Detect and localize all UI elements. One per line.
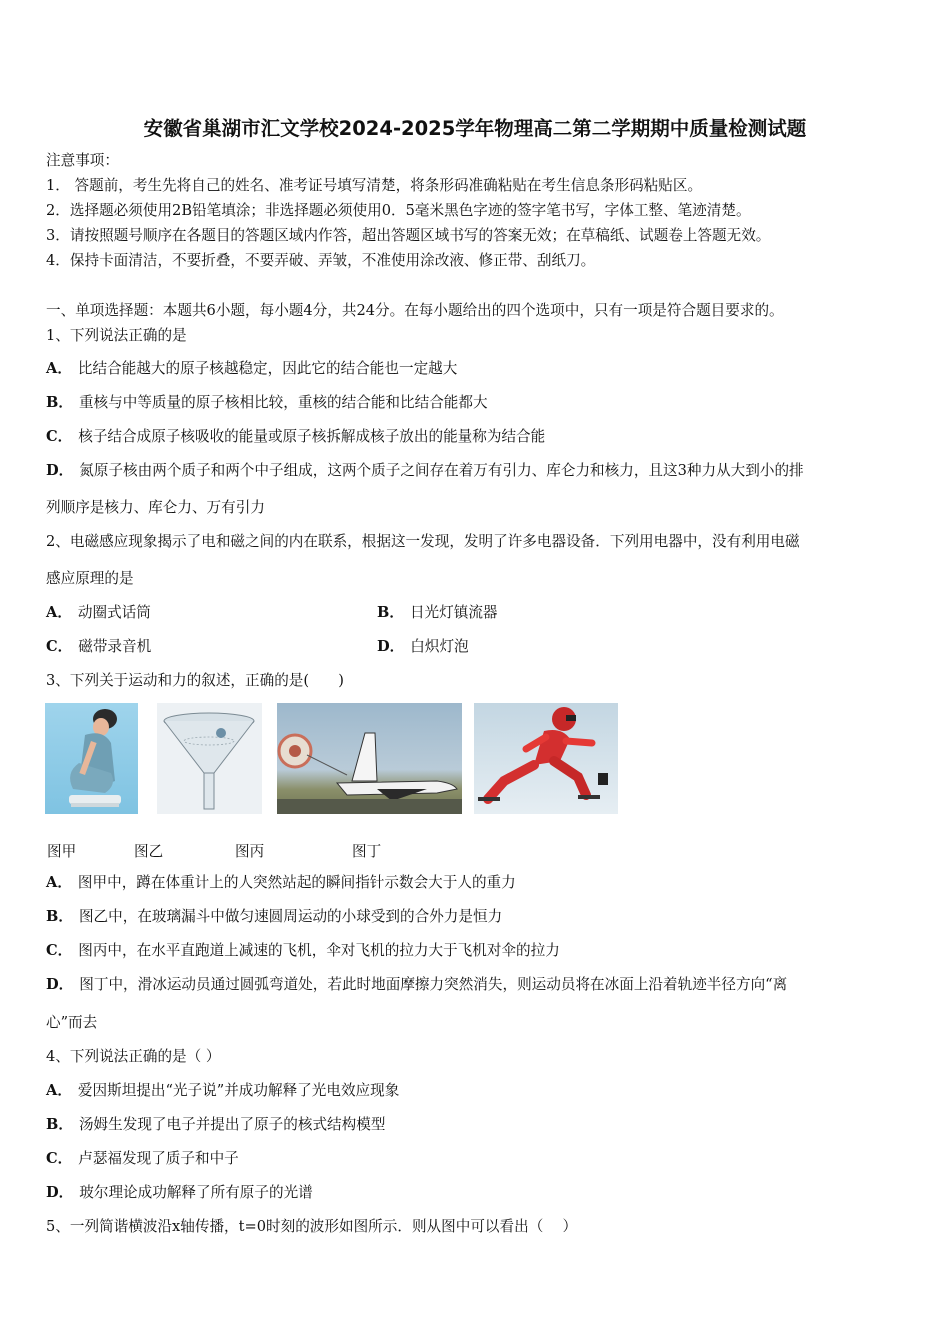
question-1-option-c (46, 427, 545, 447)
question-2-option-c (46, 637, 151, 657)
option-text: 动圈式话筒 (77, 604, 151, 621)
question-4-option-d (46, 1183, 313, 1203)
option-text: 氮原子核由两个质子和两个中子组成，这两个质子之间存在着万有引力、库仑力和核力，且这3种力从大到小的排 (79, 462, 804, 479)
option-label: A． (46, 1082, 72, 1099)
question-3-option-b (46, 907, 502, 927)
question-2-option-a (46, 603, 151, 623)
option-label: C． (46, 638, 73, 655)
option-text: 卢瑟福发现了质子和中子 (78, 1150, 239, 1167)
option-text: 核子结合成原子核吸收的能量或原子核拆解成核子放出的能量称为结合能 (78, 428, 546, 445)
question-1-option-d-cont: 列顺序是核力、库仑力、万有引力 (46, 499, 265, 516)
question-3-option-a (46, 873, 516, 893)
question-2-option-d (377, 637, 469, 657)
question-3-stem: 3、下列关于运动和力的叙述，正确的是( ) (46, 672, 344, 689)
question-1-option-b (46, 393, 488, 413)
figure-caption-bing: 图丙 (235, 843, 265, 860)
option-label: A． (46, 874, 72, 891)
figure-ding-image (474, 703, 618, 814)
notice-item: 4．保持卡面清洁，不要折叠，不要弄破、弄皱，不准使用涂改液、修正带、刮纸刀。 (46, 252, 596, 269)
option-text: 图甲中，蹲在体重计上的人突然站起的瞬间指针示数会大于人的重力 (77, 874, 516, 891)
speed-skater-illustration (474, 703, 618, 814)
question-2-stem: 2、电磁感应现象揭示了电和磁之间的内在联系，根据这一发现，发明了许多电器设备．下列用电器中，没有利用电磁 (46, 533, 800, 550)
question-2-stem-cont: 感应原理的是 (46, 570, 134, 587)
figure-jia-image (45, 703, 138, 814)
page-title: 安徽省巢湖市汇文学校2024-2025学年物理高二第二学期期中质量检测试题 (143, 117, 807, 140)
option-text: 白炽灯泡 (410, 638, 469, 655)
question-3-option-d-cont: 心”而去 (46, 1014, 98, 1031)
option-label: B． (377, 604, 404, 621)
notice-item: 3．请按照题号顺序在各题目的答题区域内作答，超出答题区域书写的答案无效；在草稿纸、试题卷上答题无效。 (46, 227, 771, 244)
option-label: B． (46, 908, 73, 925)
question-4-option-c (46, 1149, 239, 1169)
figure-caption-jia: 图甲 (47, 843, 77, 860)
figure-caption-ding: 图丁 (352, 843, 382, 860)
option-label: B． (46, 1116, 73, 1133)
option-text: 重核与中等质量的原子核相比较，重核的结合能和比结合能都大 (78, 394, 488, 411)
option-label: C． (46, 942, 73, 959)
option-text: 爱因斯坦提出“光子说”并成功解释了光电效应现象 (77, 1082, 400, 1099)
option-text: 图丁中，滑冰运动员通过圆弧弯道处，若此时地面摩擦力突然消失，则运动员将在冰面上沿着轨迹半径方向“离 (79, 976, 788, 993)
question-3-option-c (46, 941, 560, 961)
notice-item: 2．选择题必须使用2B铅笔填涂；非选择题必须使用0．5毫米黑色字迹的签字笔书写，字体工整、笔迹清楚。 (46, 202, 751, 219)
option-label: D． (377, 638, 405, 655)
option-text: 比结合能越大的原子核越稳定，因此它的结合能也一定越大 (77, 360, 458, 377)
option-label: D． (46, 1184, 74, 1201)
notice-item: 1． 答题前，考生先将自己的姓名、准考证号填写清楚，将条形码准确粘贴在考生信息条形码粘贴区。 (46, 177, 703, 194)
figure-yi-image (157, 703, 262, 814)
shuttle-landing-illustration (277, 703, 462, 814)
question-4-stem: 4、下列说法正确的是（ ） (46, 1048, 221, 1065)
figure-bing-image (277, 703, 462, 814)
question-1-option-d (46, 461, 804, 481)
question-1-stem: 1、下列说法正确的是 (46, 327, 187, 344)
option-text: 磁带录音机 (78, 638, 152, 655)
option-text: 图丙中，在水平直跑道上减速的飞机，伞对飞机的拉力大于飞机对伞的拉力 (78, 942, 560, 959)
option-label: A． (46, 604, 72, 621)
option-label: D． (46, 462, 74, 479)
option-label: D． (46, 976, 74, 993)
notice-heading: 注意事项： (46, 152, 119, 169)
figure-caption-yi: 图乙 (134, 843, 164, 860)
option-text: 日光灯镇流器 (409, 604, 498, 621)
question-3-option-d (46, 975, 787, 995)
section-heading: 一、单项选择题：本题共6小题，每小题4分，共24分。在每小题给出的四个选项中，只有一项是符合题目要求的。 (46, 302, 784, 319)
glass-funnel-illustration (157, 703, 262, 814)
question-1-option-a (46, 359, 457, 379)
question-4-option-a (46, 1081, 399, 1101)
option-text: 玻尔理论成功解释了所有原子的光谱 (79, 1184, 313, 1201)
option-text: 汤姆生发现了电子并提出了原子的核式结构模型 (78, 1116, 386, 1133)
option-label: C． (46, 428, 73, 445)
option-label: A． (46, 360, 72, 377)
squatting-person-illustration (45, 703, 138, 814)
option-text: 图乙中，在玻璃漏斗中做匀速圆周运动的小球受到的合外力是恒力 (78, 908, 503, 925)
option-label: B． (46, 394, 73, 411)
question-5-stem: 5、一列简谐横波沿x轴传播，t=0时刻的波形如图所示．则从图中可以看出（ ） (46, 1218, 578, 1235)
option-label: C． (46, 1150, 73, 1167)
question-2-option-b (377, 603, 498, 623)
question-4-option-b (46, 1115, 385, 1135)
